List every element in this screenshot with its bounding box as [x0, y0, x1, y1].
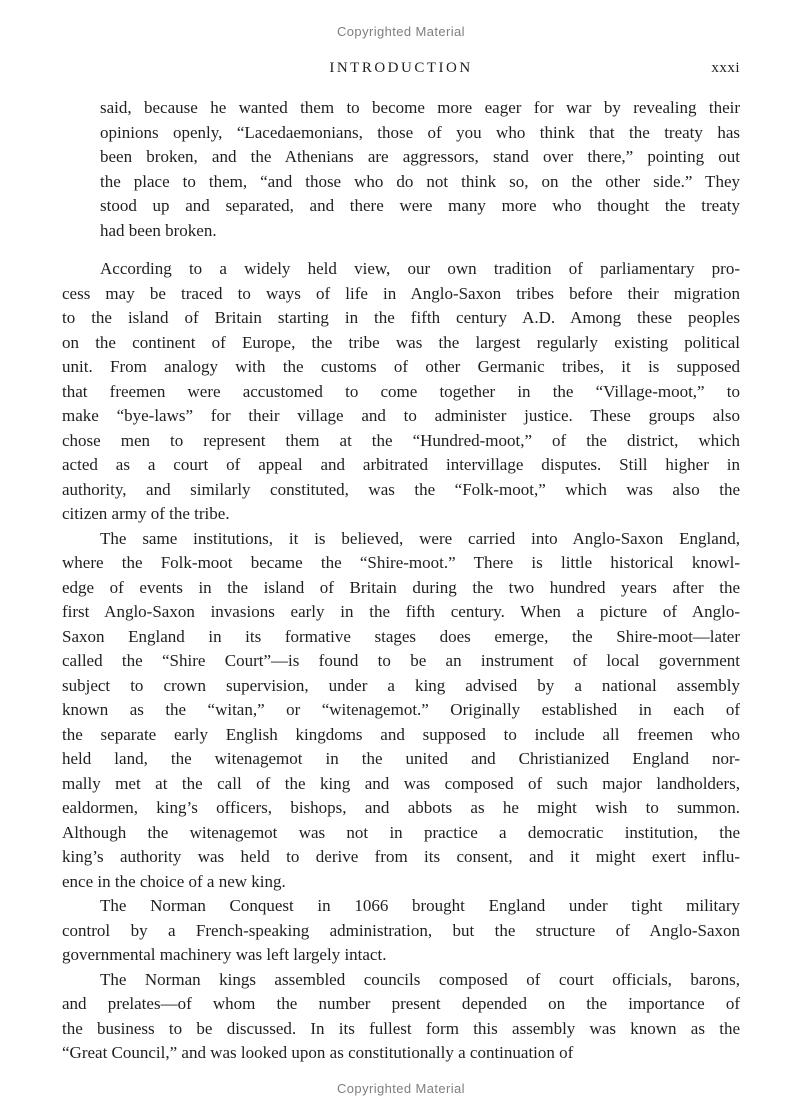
- block-quote: [100, 96, 740, 243]
- quote-line: been broken, and the Athenians are aggressors, stand over there,” pointing out: [100, 147, 740, 166]
- text-line: and prelates—of whom the number present depended on the importance of: [62, 994, 740, 1013]
- text-line: ence in the choice of a new king.: [62, 871, 286, 891]
- paragraph: [62, 527, 740, 895]
- page-header: [62, 59, 740, 78]
- text-line: known as the “witan,” or “witenagemot.” Originally established in each of: [62, 700, 740, 719]
- text-line: The same institutions, it is believed, were carried into Anglo-Saxon England,: [100, 528, 740, 548]
- text-line: to the island of Britain starting in the fifth century A.D. Among these peoples: [62, 308, 740, 327]
- text-line: The Norman kings assembled councils composed of court officials, barons,: [100, 969, 740, 989]
- text-line: unit. From analogy with the customs of other Germanic tribes, it is supposed: [62, 357, 740, 376]
- text-line: control by a French-speaking administration, but the structure of Anglo-Saxon: [62, 920, 740, 940]
- text-line: on the continent of Europe, the tribe was the largest regularly existing political: [62, 332, 740, 352]
- quote-line: stood up and separated, and there were many more who thought the treaty: [100, 196, 740, 215]
- text-line: that freemen were accustomed to come together in the “Village-moot,” to: [62, 381, 740, 401]
- quote-line: had been broken.: [100, 220, 217, 240]
- page-number: xxxi: [711, 60, 740, 76]
- paragraph: [62, 968, 740, 1066]
- paragraph: [62, 257, 740, 527]
- body-text: [62, 257, 740, 1066]
- text-line: “Great Council,” and was looked upon as constitutionally a continuation of: [62, 1043, 574, 1062]
- text-line: acted as a court of appeal and arbitrated intervillage disputes. Still higher in: [62, 455, 740, 474]
- text-line: citizen army of the tribe.: [62, 504, 230, 523]
- page-title: INTRODUCTION: [329, 60, 473, 76]
- text-line: authority, and similarly constituted, was the “Folk-moot,” which was also the: [62, 479, 740, 499]
- quote-line: said, because he wanted them to become more eager for war by revealing their: [100, 98, 740, 117]
- text-line: ealdormen, king’s officers, bishops, and abbots as he might wish to summon.: [62, 798, 740, 817]
- text-line: edge of events in the island of Britain during the two hundred years after the: [62, 577, 740, 597]
- text-line: the business to be discussed. In its fullest form this assembly was known as the: [62, 1018, 740, 1038]
- text-line: king’s authority was held to derive from its consent, and it might exert influ-: [62, 847, 740, 866]
- text-line: The Norman Conquest in 1066 brought England under tight military: [100, 896, 740, 915]
- text-line: subject to crown supervision, under a king advised by a national assembly: [62, 675, 740, 695]
- text-line: make “bye-laws” for their village and to administer justice. These groups also: [62, 406, 740, 425]
- quote-line: the place to them, “and those who do not think so, on the other side.” They: [100, 171, 740, 191]
- paragraph: [62, 894, 740, 968]
- text-line: the separate early English kingdoms and supposed to include all freemen who: [62, 724, 740, 744]
- quote-line: opinions openly, “Lacedaemonians, those of you who think that the treaty has: [100, 122, 740, 142]
- text-line: cess may be traced to ways of life in Anglo-Saxon tribes before their migration: [62, 283, 740, 303]
- copyright-notice-bottom: Copyrighted Material: [337, 1080, 465, 1096]
- text-line: According to a widely held view, our own tradition of parliamentary pro-: [100, 259, 740, 278]
- text-line: held land, the witenagemot in the united and Christianized England nor-: [62, 749, 740, 768]
- text-line: first Anglo-Saxon invasions early in the fifth century. When a picture of Anglo-: [62, 602, 740, 621]
- copyright-notice-top: Copyrighted Material: [337, 24, 465, 39]
- text-line: chose men to represent them at the “Hundred-moot,” of the district, which: [62, 430, 740, 450]
- text-line: where the Folk-moot became the “Shire-moot.” There is little historical knowl-: [62, 553, 740, 572]
- text-line: mally met at the call of the king and was composed of such major landholders,: [62, 773, 740, 793]
- text-line: Although the witenagemot was not in practice a democratic institution, the: [62, 822, 740, 842]
- text-line: governmental machinery was left largely intact.: [62, 945, 387, 964]
- text-line: called the “Shire Court”—is found to be an instrument of local government: [62, 651, 740, 670]
- text-line: Saxon England in its formative stages does emerge, the Shire-moot—later: [62, 626, 740, 646]
